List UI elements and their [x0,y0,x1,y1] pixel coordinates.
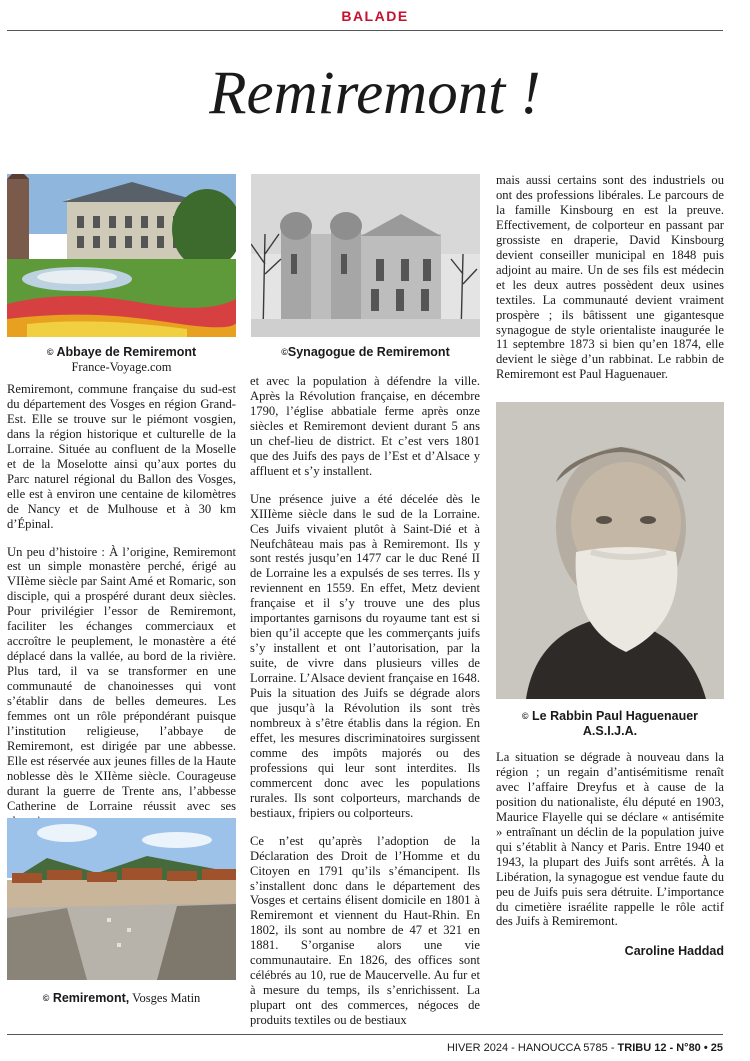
copyright-mark: © [521,711,529,721]
paragraph: Ce n’est qu’après l’adoption de la Déclaration des Droit de l’Homme et du Citoyen en 1791 qu’ils s’émancipent. Ils s’installent donc dans le département des Vosges et certains élisent domicile en 1801 à Remiremont et viennent du Haut-Rhin. En 1802, ils sont au nombre de 47 et 321 en 1881. S’organise alors une vie communautaire. En 1826, des offices sont célébrés au 10, rue de Maucervelle. Au fur et à mesure du temps, ils s’enrichissent. La plupart ont des commerces, négoces de produits textiles ou de bestiaux [250,833,480,1028]
paragraph: Un peu d’histoire : À l’origine, Remiremont est un simple monastère perché, érigé au VIIème siècle par Saint Amé et Romaric, son disciple, qui a prospéré durant deux siècles. Pour privilégier l’essor de Remiremont, faciliter les échanges commerciaux et accroître le peuplement, le monastère a été déplacé dans la vallée, au bord de la rivière. Plus tard, il va se transformer en une communauté de chanoinesses qui vont s’établir dans de belles demeures. Les femmes ont un rôle prépondérant puisque l’institution religieuse, l’abbaye de Remiremont, est dirigée par une abbesse. Elle est réservée aux jeunes filles de la Haute noblesse dès le XIIème siècle. Courageuse durant la guerre de Trente ans, l’abbesse Catherine de Lorraine réussit avec ses [7,544,236,813]
section-label: BALADE [341,8,409,24]
footer-magazine: TRIBU 12 - N°80 • 25 [617,1042,723,1054]
paragraph: Une présence juive a été décelée dès le XIIIème siècle dans le sud de la Lorraine. Ces Juifs vivaient plutôt à Saint-Dié et à Neufchâteau mais pas à Remiremont. Ils y sont restés jusqu’en 1477 car le duc René II de Lorraine les a expulsés de ses terres. Ils y reviennent en 1559. En effet, Metz devient française et il s’y trouve une des plus importantes garnisons du royaume tant est si bien qu’il accepte que les commerçants juifs s’y installent et ont l’autorisation, par la suite, de vivre dans plusieurs villes de Lorraine. L’Alsace devient française en 1648. Puis la situation des Juifs se dégrade alors que jusqu’à la Révolution ils sont très nombreux à s’être établis dans la région. En effet, les mesures discriminatoires surgissent comme des impôts majorés ou des professions qui leur sont interdites. Ils commercent donc avec les populations rurales. Ils sont colporteurs, marchands de bestiaux, fripiers ou colporteurs. [250,491,480,820]
column-3-lower [496,750,724,942]
footer-issue: HIVER 2024 - HANOUCCA 5785 - [446,1042,618,1054]
synagogue-caption [251,345,480,360]
abbaye-credit: France-Voyage.com [71,360,172,374]
abbaye-caption [7,345,236,375]
abbaye-photo [7,174,236,337]
column-3 [496,173,724,395]
remiremont-credit: Vosges Matin [132,991,201,1005]
paragraph: et avec la population à défendre la ville. Après la Révolution française, en décembre 1790, l’église abbatiale ferme après onze siècles et Remiremont devient durant 5 ans un chef-lieu de district. Et c’est vers 1801 que des Juifs des pays de l’Est et d’Alsace y affluent et s’y installent. [250,374,480,478]
synagogue-photo [251,174,480,337]
author-signature: Caroline Haddad [624,944,724,958]
copyright-mark: © [281,347,288,357]
article-title: Remiremont ! [209,60,541,127]
remiremont-caption [7,991,236,1006]
column-2 [250,374,480,1041]
paragraph: mais aussi certains sont des industriels ou ont des professions libérales. Le parcours de la famille Kinsbourg en est la preuve. Effectivement, de colporteur en passant par grossiste en draperie, David Kinsbourg devient conseiller municipal en 1848 puis adjoint au maire. Un de ses fils est médecin et les deux autres possèdent deux usines textiles. La communauté devient vraiment prospère ; ils bâtissent une gigantesque synagogue de style orientaliste inaugurée le 11 septembre 1873 si bien qu’en 1874, elle devient le siège d’un rabbinat. Le rabbin de Remiremont est Paul Haguenauer. [496,173,724,382]
page-footer [0,1042,723,1054]
synagogue-caption-title: Synagogue de Remiremont [287,345,450,359]
rabbin-caption-title: Le Rabbin Paul Haguenauer [532,709,699,723]
paragraph: Remiremont, commune française du sud-est du département des Vosges en région Grand-Est. Elle se trouve sur le piémont vosgien, dans la région historique et culturelle de la Lorraine. Située au confluent de la Moselle et de la Moselotte ainsi qu’aux portes du Parc naturel régional du Ballon des Vosges, elle est à environ une centaine de kilomètres de Nancy et de Mulhouse et à 30 km d’Épinal. [7,382,236,531]
paragraph: La situation se dégrade à nouveau dans la région ; un regain d’antisémitisme renaît avec l’affaire Dreyfus et à cause de la position du nationaliste, élu député en 1903, Maurice Flayelle qui se déclare « antisémite » entraînant un déclin de la population juive qui s’établit à Nancy et Paris. Entre 1940 et 1943, la plupart des Juifs sont arrêtés. À la Libération, la synagogue est vendue faute du peu de Juifs puis sera détruite. L’importance du cimetière israélite rappelle le rôle actif des Juifs à Remiremont. [496,750,724,929]
rabbin-caption [496,709,724,739]
top-rule [7,30,723,31]
remiremont-photo [7,818,236,980]
bottom-rule [7,1034,723,1035]
rabbin-credit: A.S.I.J.A. [582,724,638,738]
remiremont-caption-title: Remiremont, [52,991,130,1005]
abbaye-caption-title: Abbaye de Remiremont [56,345,197,359]
copyright-mark: © [46,347,54,357]
copyright-mark: © [42,993,50,1003]
column-1 [7,382,236,842]
rabbin-photo [496,402,724,699]
